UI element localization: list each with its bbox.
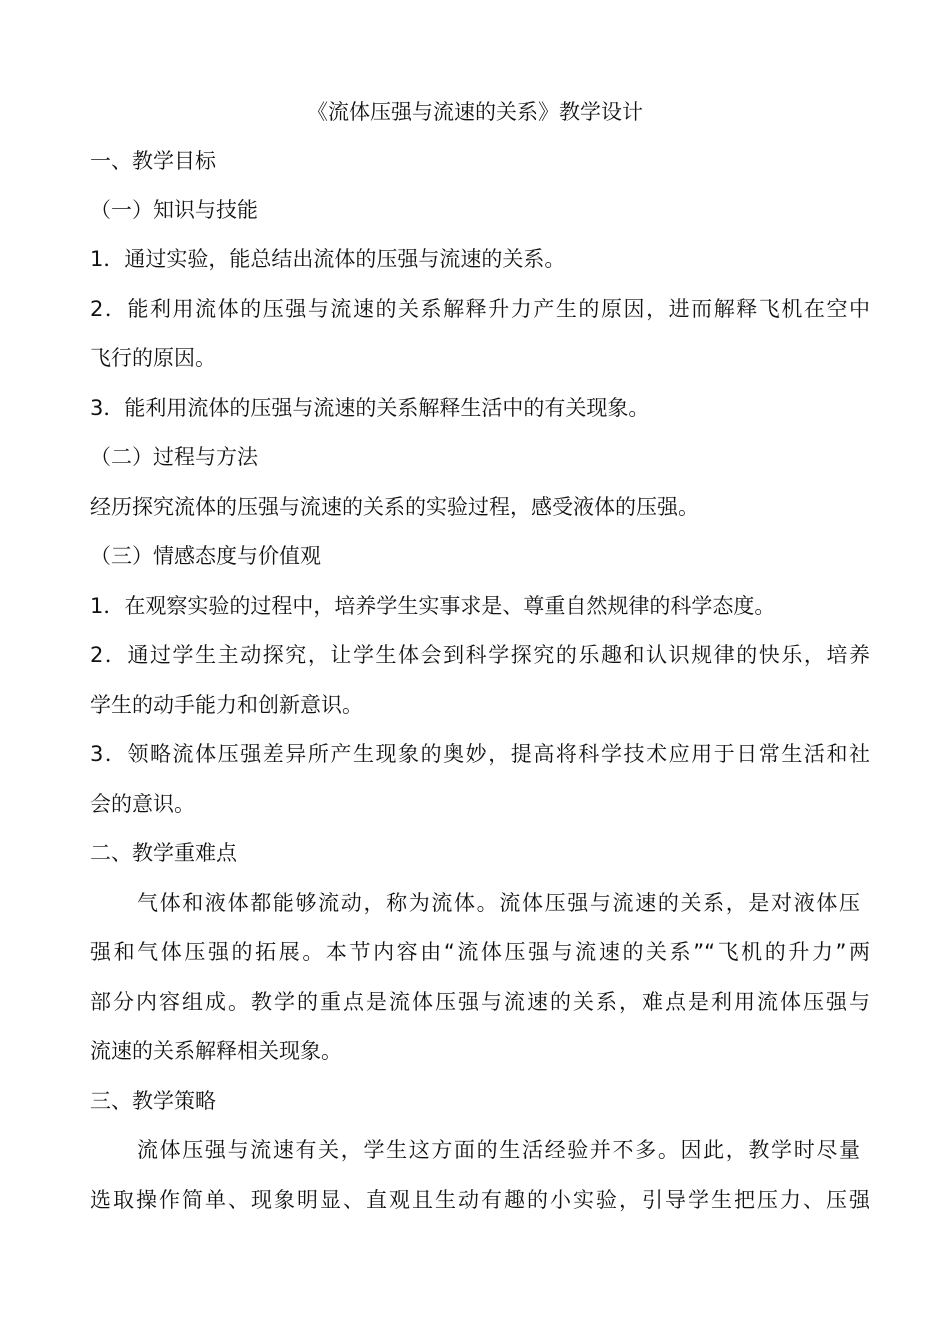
process-paragraph: 经历探究流体的压强与流速的关系的实验过程，感受液体的压强。 — [90, 495, 699, 519]
section-heading-key-points: 二、教学重难点 — [90, 841, 237, 865]
strategy-paragraph-line-1: 流体压强与流速有关，学生这方面的生活经验并不多。因此，教学时尽量 — [137, 1138, 860, 1162]
key-points-paragraph-line-4: 流速的关系解释相关现象。 — [90, 1039, 342, 1063]
objective-item-1: 1．通过实验，能总结出流体的压强与流速的关系。 — [90, 247, 566, 271]
objective-item-2-line-1: 2．能利用流体的压强与流速的关系解释升力产生的原因，进而解释飞机在空中 — [90, 297, 870, 321]
key-points-paragraph-line-1: 气体和液体都能够流动，称为流体。流体压强与流速的关系，是对液体压 — [137, 891, 860, 915]
subheading-attitudes-values: （三）情感态度与价值观 — [90, 544, 321, 568]
attitude-item-2-line-1: 2．通过学生主动探究，让学生体会到科学探究的乐趣和认识规律的快乐，培养 — [90, 643, 870, 667]
objective-item-3: 3．能利用流体的压强与流速的关系解释生活中的有关现象。 — [90, 396, 650, 420]
document-title: 《流体压强与流速的关系》教学设计 — [307, 100, 643, 124]
key-points-paragraph-line-2: 强和气体压强的拓展。本节内容由“流体压强与流速的关系”“飞机的升力”两 — [90, 940, 870, 964]
objective-item-2-line-2: 飞行的原因。 — [90, 346, 216, 370]
subheading-process-methods: （二）过程与方法 — [90, 445, 258, 469]
attitude-item-2-line-2: 学生的动手能力和创新意识。 — [90, 693, 363, 717]
section-heading-objectives: 一、教学目标 — [90, 149, 216, 173]
key-points-paragraph-line-3: 部分内容组成。教学的重点是流体压强与流速的关系，难点是利用流体压强与 — [90, 990, 870, 1014]
strategy-paragraph-line-2: 选取操作简单、现象明显、直观且生动有趣的小实验，引导学生把压力、压强 — [90, 1188, 870, 1212]
attitude-item-1: 1．在观察实验的过程中，培养学生实事求是、尊重自然规律的科学态度。 — [90, 594, 776, 618]
subheading-knowledge-skills: （一）知识与技能 — [90, 198, 258, 222]
attitude-item-3-line-1: 3．领略流体压强差异所产生现象的奥妙，提高将科学技术应用于日常生活和社 — [90, 742, 870, 766]
attitude-item-3-line-2: 会的意识。 — [90, 792, 195, 816]
section-heading-strategy: 三、教学策略 — [90, 1089, 216, 1113]
